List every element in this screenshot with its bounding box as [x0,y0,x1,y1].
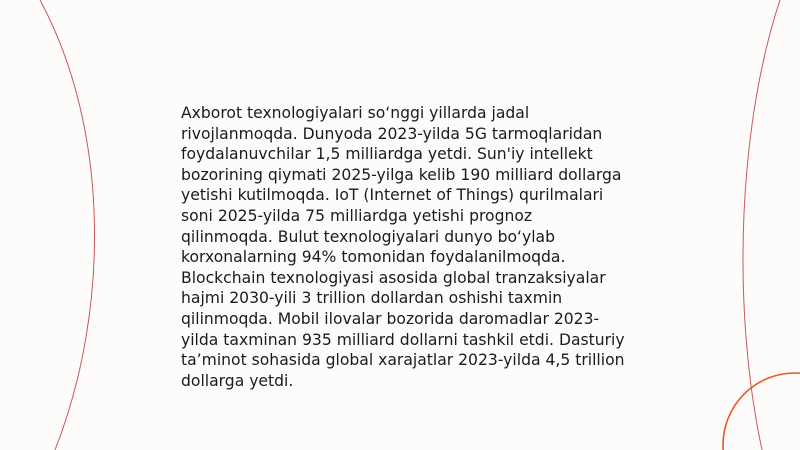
orange-circle-outline [723,373,800,450]
slide-body-text: Axborot texnologiyalari so‘nggi yillarda jadal rivojlanmoqda. Dunyoda 2023-yilda 5G tarmoqlaridan foydalanuvchilar 1,5 milliardga yetdi. Sun'iy intellekt bozorining qiymati 2025-yilga kelib 190 milliard dollarga yetishi kutilmoqda. IoT (Internet of Things) qurilmalari soni 2025-yilda 75 milliardga yetishi prognoz qilinmoqda. Bulut texnologiyalari dunyo bo‘ylab korxonalarning 94% tomonidan foydalanilmoqda. Blockchain texnologiyasi asosida global tranzaksiyalar hajmi 2030-yili 3 trillion dollardan oshishi taxmin qilinmoqda. Mobil ilovalar bozorida daromadlar 2023-yilda taxminan 935 milliard dollarni tashkil etdi. Dasturiy ta’minot sohasida global xarajatlar 2023-yilda 4,5 trillion dollarga yetdi. [181,104,625,390]
left-curve-line [40,0,95,450]
right-curve-line [743,0,780,450]
